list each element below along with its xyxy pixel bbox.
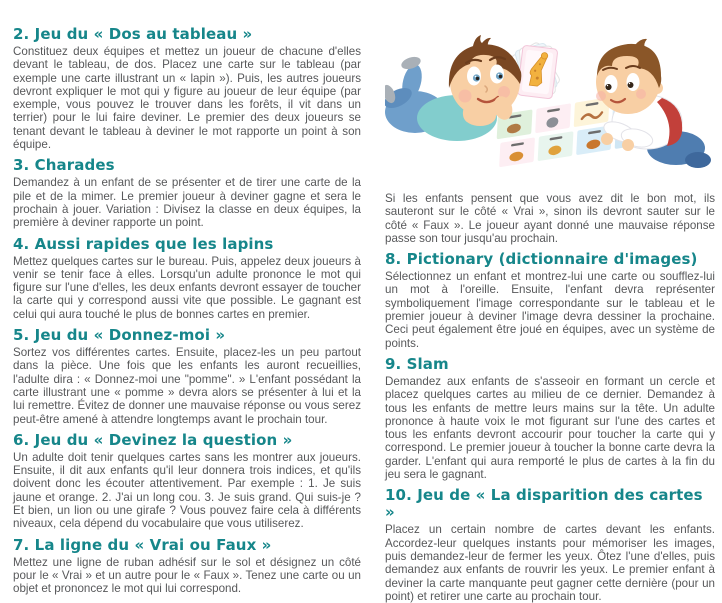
section-10 <box>385 487 715 603</box>
section-3 <box>13 157 361 229</box>
section-5 <box>13 327 361 426</box>
section-7 <box>13 537 361 596</box>
section-9 <box>385 356 715 481</box>
section-10-body: Placez un certain nombre de cartes devant les enfants. Accordez-leur quelques instants pour mémoriser les images, puis demandez-leur de fermer les yeux. Ôtez l'une d'elles, puis demandez aux enfants de rouvrir les yeux. Le premier enfant à deviner la carte manquante peut gagner cette dernière (pour un point) et retirer une carte au prochain tour. <box>385 523 715 603</box>
section-3-body: Demandez à un enfant de se présenter et de tirer une carte de la pile et de la mimer. Le premier joueur à deviner gagne et sera le prochain à jouer. Variation : Divisez la classe en deux équipes, la première à deviner rapporte un point. <box>13 176 361 230</box>
section-9-body: Demandez aux enfants de s'asseoir en formant un cercle et placez quelques cartes au milieu de ce dernier. Demandez à tous les enfants de mettre leurs mains sur la tête. Un adulte prononce à haute voix le mot figurant sur l'une des cartes et tous les enfants devront accourir pour toucher la carte qui y correspond. Le premier joueur à toucher la bonne carte devra la garder. L'enfant qui aura remporté le plus de cartes à la fin du jeu sera le gagnant. <box>385 374 715 482</box>
section-8-heading: 8. Pictionary (dictionnaire d'images) <box>385 250 698 269</box>
section-10-heading: 10. Jeu de « La disparition des cartes » <box>385 486 703 522</box>
section-3-heading: 3. Charades <box>13 156 115 175</box>
section-5-body: Sortez vos différentes cartes. Ensuite, placez-les un peu partout dans la pièce. Une fois que les enfants les auront recueillies, l'adulte dira : « Donnez-moi une "pomme". » L'enfant possédant la carte illustrant une « pomme » devra alors se présenter à lui et la lui remettre. Évitez de donner une mauvaise réponse ou vous serez peut-être amené à attendre longtemps avant le prochain tour. <box>13 346 361 426</box>
section-2-heading: 2. Jeu du « Dos au tableau » <box>13 25 253 43</box>
right-column <box>385 12 715 603</box>
section-5-heading: 5. Jeu du « Donnez-moi » <box>13 326 226 345</box>
section-9-heading: 9. Slam <box>385 354 449 373</box>
section-8-body: Sélectionnez un enfant et montrez-lui une carte ou soufflez-lui un mot à l'oreille. Ensuite, l'enfant devra représenter symboliquement l'image correspondante sur le tableau et le premier joueur à deviner l'image devra dessiner la prochaine. Ceci peut également être joué en équipes, avec un système de points. <box>385 270 715 350</box>
section-7-continuation-body: Si les enfants pensent que vous avez dit le bon mot, ils sauteront sur le côté « Vrai », sinon ils devront sauter sur le côté « Faux ». Le joueur ayant donné une mauvaise réponse passe son tour jusqu'au prochain. <box>385 192 715 245</box>
children-flashcards-svg <box>385 12 715 188</box>
section-4-body: Mettez quelques cartes sur le bureau. Puis, appelez deux joueurs à venir se tenir face à elles. Lorsqu'un adulte prononce le mot qui figure sur l'une d'elles, les deux enfants devront essayer de toucher la carte qui y correspond aussi vite que possible. Le gagnant est celui qui aura touché le plus de bonnes cartes en premier. <box>13 254 361 321</box>
section-7-heading: 7. La ligne du « Vrai ou Faux » <box>13 535 272 554</box>
section-4-heading: 4. Aussi rapides que les lapins <box>13 234 274 253</box>
section-2-body: Constituez deux équipes et mettez un joueur de chacune d'elles devant le tableau, de dos. Placez une carte sur le tableau (par exemple une carte illustrant un « lapin »). Puis, les autres joueurs devront expliquer le mot qui y figure au joueur de leur équipe (par exemple, vous pouvez le trouver dans les forêts, il vit dans un terrier) pour le lui faire deviner. Le premier des deux joueurs se tenant devant le tableau à deviner le mot rapporte un point à son équipe. <box>13 45 361 152</box>
section-2 <box>13 26 361 151</box>
section-7-body: Mettez une ligne de ruban adhésif sur le sol et désignez un côté pour le « Vrai » et un autre pour le « Faux ». Tenez une carte ou un objet et prononcez le mot qui lui correspond. <box>13 555 361 596</box>
section-6-heading: 6. Jeu du « Devinez la question » <box>13 430 293 449</box>
section-6-body: Un adulte doit tenir quelques cartes sans les montrer aux joueurs. Ensuite, il dit aux enfants qu'il leur donnera trois indices, et qu'ils doivent donc les écouter attentivement. Par exemple : 1. Je suis jaune et orange. 2. J'ai un long cou. 3. Je suis grand. Qui suis-je ? Et bien, un lion ou une girafe ? Vous pouvez faire cela à différents niveaux, cela dépend du vocabulaire que vous utiliserez. <box>13 450 361 531</box>
section-4 <box>13 236 361 321</box>
children-flashcards-illustration <box>385 12 715 188</box>
section-6 <box>13 432 361 531</box>
left-column <box>13 12 361 596</box>
section-8 <box>385 251 715 350</box>
